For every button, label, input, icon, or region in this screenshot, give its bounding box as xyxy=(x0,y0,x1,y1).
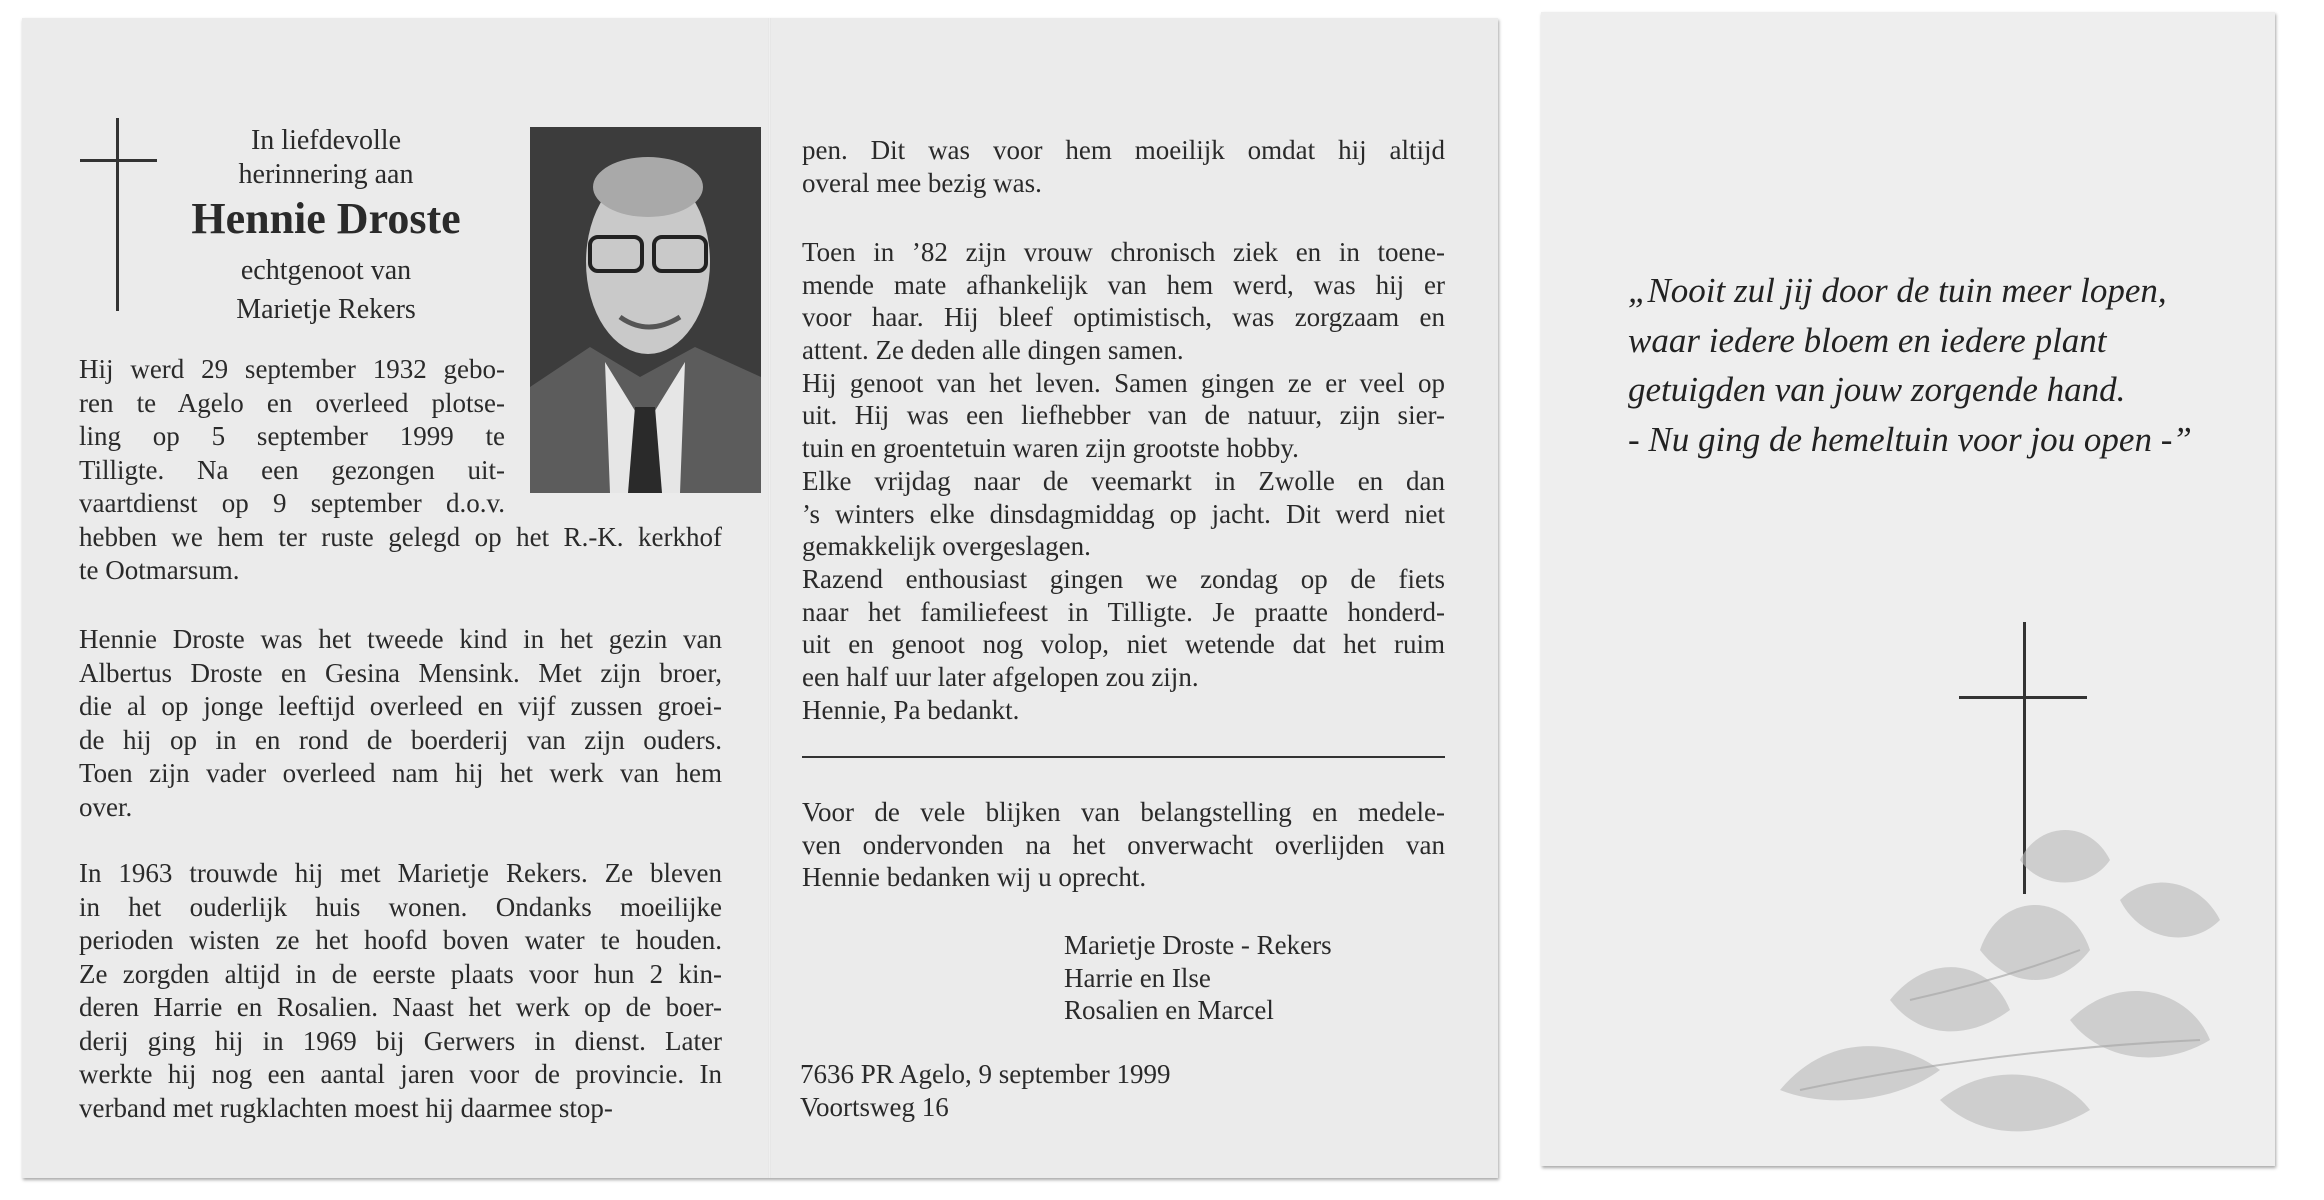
cover-cross-icon-bar xyxy=(1959,696,2087,699)
text-line: attent. Ze deden alle dingen samen. xyxy=(802,335,1184,366)
signatures xyxy=(1064,929,1444,1027)
text-line: Albertus Droste en Gesina Mensink. Met zijn broer, xyxy=(79,657,722,688)
text-line: ling op 5 september 1999 te xyxy=(79,421,505,451)
header-line-1: In liefdevolle xyxy=(250,125,402,156)
text-line: voor haar. Hij bleef optimistisch, was zorgzaam en xyxy=(802,302,1445,333)
text-line: In 1963 trouwde hij met Marietje Rekers. Ze bleven xyxy=(79,858,722,888)
story-intro xyxy=(802,134,1445,199)
text-line: Voortsweg 16 xyxy=(800,1091,949,1122)
poem-line: getuigden van jouw zorgende hand. xyxy=(1628,370,2126,409)
story-text xyxy=(802,236,1445,726)
header-line-4: echtgenoot van xyxy=(240,255,412,286)
text-line: Toen zijn vader overleed nam hij het werk van hem xyxy=(79,758,722,788)
text-line: Toen in ’82 zijn vrouw chronisch ziek en in toene- xyxy=(802,237,1445,267)
cross-icon-bar xyxy=(80,159,157,162)
text-line: ren te Agelo en overleed plotse- xyxy=(79,387,505,418)
text-line: Hij genoot van het leven. Samen gingen ze er veel op xyxy=(802,367,1445,398)
text-line: overal mee bezig was. xyxy=(802,167,1042,198)
text-line: hebben we hem ter ruste gelegd op het R.-K. kerkhof xyxy=(79,521,722,552)
text-line: Harrie en Ilse xyxy=(1064,962,1211,993)
story-paragraph xyxy=(802,367,1445,465)
biography-paragraph-2 xyxy=(79,623,722,824)
text-line: in het ouderlijk huis wonen. Ondanks moeilijke xyxy=(79,891,722,922)
text-line: te Ootmarsum. xyxy=(79,555,240,585)
text-line: die al op jonge leeftijd overleed en vijf zussen groei- xyxy=(79,691,722,721)
text-line: ’s winters elke dinsdagmiddag op jacht. Dit werd niet xyxy=(802,498,1445,529)
story-paragraph xyxy=(802,465,1445,563)
text-line: Hennie bedanken wij u oprecht. xyxy=(802,862,1147,893)
address xyxy=(800,1058,1300,1123)
biography-paragraph-1 xyxy=(79,353,722,588)
text-line: uit en genoot nog volop, niet wetende dat het ruim xyxy=(802,629,1445,660)
text-line: 7636 PR Agelo, 9 september 1999 xyxy=(800,1059,1171,1089)
text-line: uit. Hij was een liefhebber van de natuur, zijn sier- xyxy=(802,400,1445,431)
text-line: verband met rugklachten moest hij daarmee stop- xyxy=(79,1092,613,1123)
text-line: pen. Dit was voor hem moeilijk omdat hij altijd xyxy=(802,135,1445,165)
text-line: mende mate afhankelijk van hem werd, was hij er xyxy=(802,269,1445,300)
cross-icon xyxy=(116,118,119,311)
card-fold xyxy=(768,18,771,1178)
header-line-2: herinnering aan xyxy=(238,159,414,190)
text-line: Ze zorgden altijd in de eerste plaats voor hun 2 kin- xyxy=(79,958,722,989)
poem xyxy=(1628,266,2192,464)
text-line: Razend enthousiast gingen we zondag op de fiets xyxy=(802,563,1445,594)
text-line: derij ging hij in 1969 bij Gerwers in dienst. Later xyxy=(79,1025,722,1056)
text-line: gemakkelijk overgeslagen. xyxy=(802,531,1091,562)
spouse-name: Marietje Rekers xyxy=(236,294,416,325)
text-line: de hij op in en rond de boerderij van zijn ouders. xyxy=(79,724,722,755)
text-line: Rosalien en Marcel xyxy=(1064,995,1274,1026)
text-line: Elke vrijdag naar de veemarkt in Zwolle en dan xyxy=(802,465,1445,496)
story-paragraph xyxy=(802,236,1445,367)
text-line: een half uur later afgelopen zou zijn. xyxy=(802,661,1199,692)
text-line: Hennie Droste was het tweede kind in het gezin van xyxy=(79,624,722,654)
story-paragraph xyxy=(802,694,1445,727)
text-line: Tilligte. Na een gezongen uit- xyxy=(79,454,505,485)
poem-line: waar iedere bloem en iedere plant xyxy=(1628,320,2107,360)
story-paragraph xyxy=(802,563,1445,694)
divider xyxy=(802,756,1445,758)
text-line: werkte hij nog een aantal jaren voor de provincie. In xyxy=(79,1059,722,1089)
deceased-name: Hennie Droste xyxy=(191,194,461,243)
text-line: vaartdienst op 9 september d.o.v. xyxy=(79,488,505,518)
text-line: tuin en groentetuin waren zijn grootste hobby. xyxy=(802,433,1299,464)
poem-line: „Nooit zul jij door de tuin meer lopen, xyxy=(1628,271,2167,310)
text-line: deren Harrie en Rosalien. Naast het werk op de boer- xyxy=(79,992,722,1022)
text-line: Hij werd 29 september 1932 gebo- xyxy=(79,354,505,384)
text-line: ven ondervonden na het onverwacht overlijden van xyxy=(802,829,1445,860)
text-line: naar het familiefeest in Tilligte. Je praatte honderd- xyxy=(802,596,1445,627)
text-line: Voor de vele blijken van belangstelling en medele- xyxy=(802,797,1445,827)
biography-paragraph-3 xyxy=(79,857,722,1125)
text-line: Hennie, Pa bedankt. xyxy=(802,694,1020,725)
text-line: over. xyxy=(79,791,133,822)
leaf-ornament-icon xyxy=(1740,800,2260,1160)
thanks-text xyxy=(802,796,1445,894)
poem-line: - Nu ging de hemeltuin voor jou open -” xyxy=(1628,419,2192,459)
text-line: perioden wisten ze het hoofd boven water te houden. xyxy=(79,925,722,955)
text-line: Marietje Droste - Rekers xyxy=(1064,930,1332,960)
